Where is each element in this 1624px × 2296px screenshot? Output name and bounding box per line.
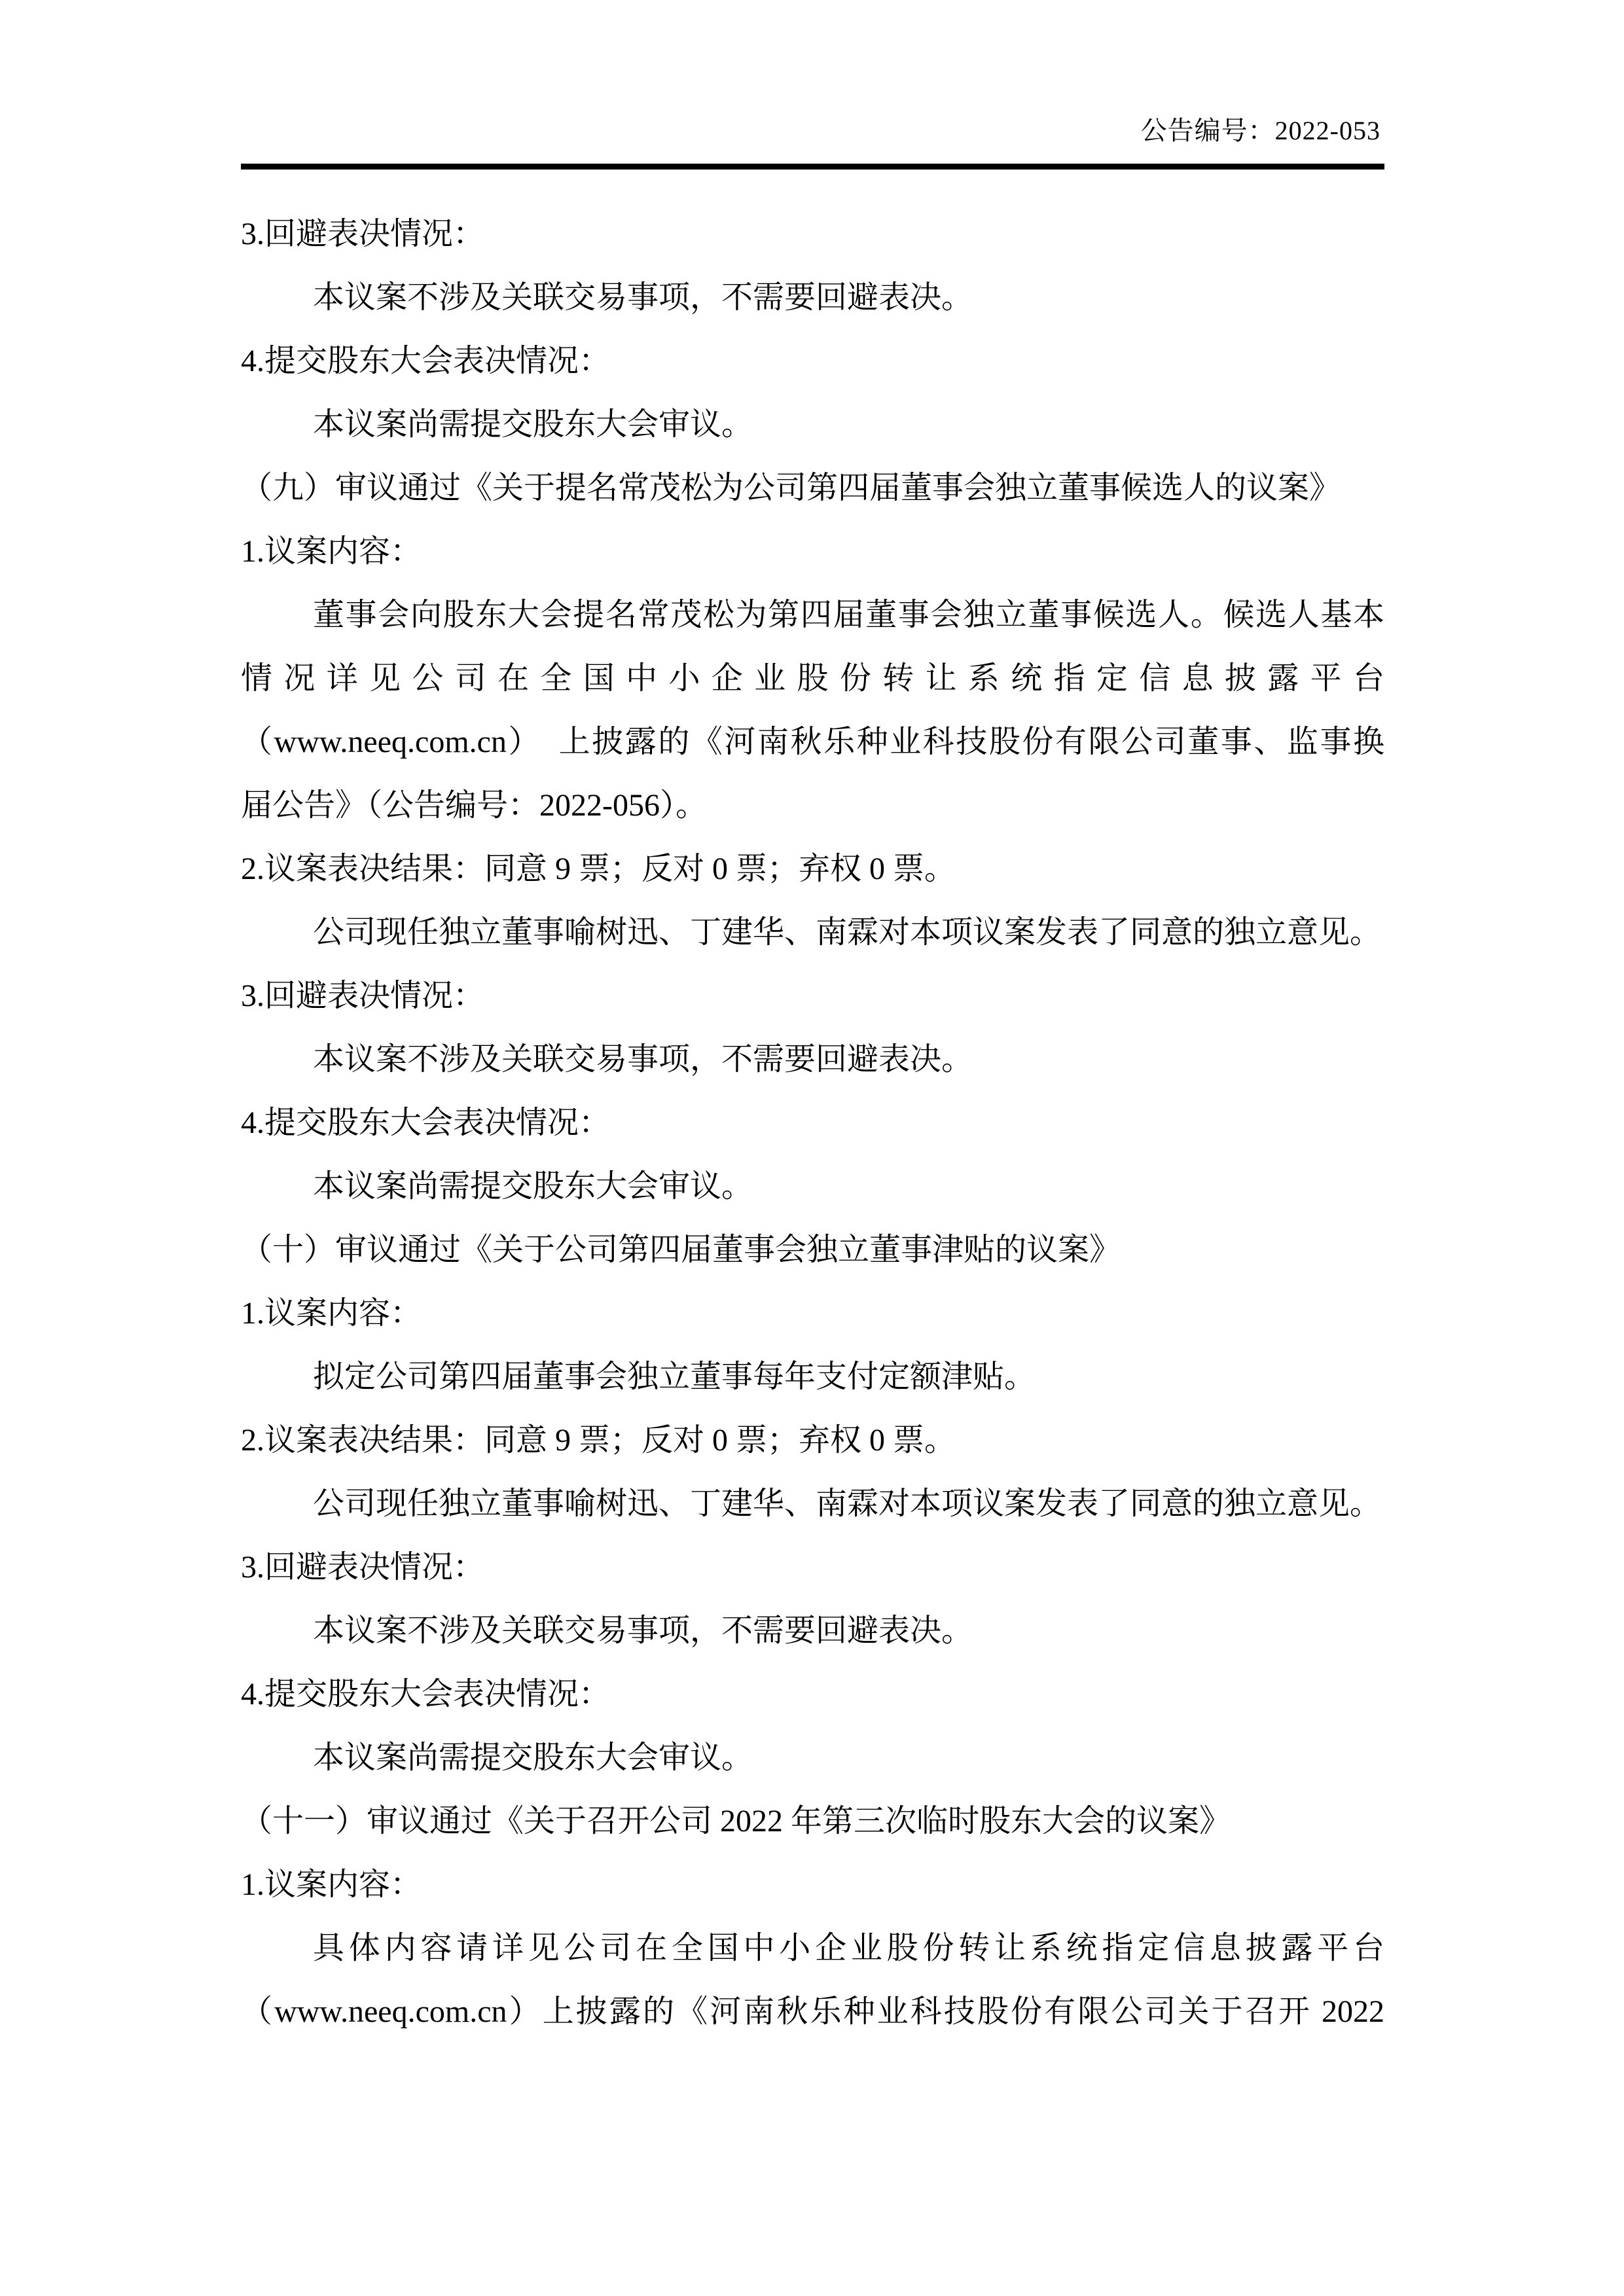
- text-line: 公司现任独立董事喻树迅、丁建华、南霖对本项议案发表了同意的独立意见。: [313, 915, 1382, 950]
- text-line: 具体内容请详见公司在全国中小企业股份转让系统指定信息披露平台: [313, 1931, 1384, 1965]
- text-line: 情况详见公司在全国中小企业股份转让系统指定信息披露平台: [241, 661, 1384, 696]
- text-line: 3.回避表决情况：: [241, 978, 485, 1013]
- text-line: 1.议案内容：: [241, 1867, 422, 1902]
- text-line: 拟定公司第四届董事会独立董事每年支付定额津贴。: [313, 1359, 1036, 1394]
- text-line: 4.提交股东大会表决情况：: [241, 344, 611, 378]
- text-line: 2.议案表决结果：同意 9 票；反对 0 票；弃权 0 票。: [241, 852, 956, 886]
- text-line: （www.neeq.com.cn）上披露的《河南秋乐种业科技股份有限公司关于召开 2022: [241, 1994, 1384, 2029]
- text-line: 公司现任独立董事喻树迅、丁建华、南霖对本项议案发表了同意的独立意见。: [313, 1486, 1382, 1521]
- text-line: 本议案不涉及关联交易事项，不需要回避表决。: [313, 1613, 973, 1648]
- text-line: 本议案尚需提交股东大会审议。: [313, 407, 753, 442]
- text-line: 2.议案表决结果：同意 9 票；反对 0 票；弃权 0 票。: [241, 1423, 956, 1458]
- document-body: [241, 202, 1384, 2043]
- text-line: 4.提交股东大会表决情况：: [241, 1677, 611, 1712]
- text-line: （十）审议通过《关于公司第四届董事会独立董事津贴的议案》: [241, 1232, 1121, 1267]
- text-line: 届公告》（公告编号：2022-056）。: [241, 788, 707, 823]
- text-line: （www.neeq.com.cn） 上披露的《河南秋乐种业科技股份有限公司董事、监事换: [241, 725, 1384, 759]
- text-line: 1.议案内容：: [241, 534, 422, 569]
- text-line: （十一）审议通过《关于召开公司 2022 年第三次临时股东大会的议案》: [241, 1804, 1231, 1839]
- text-line: （九）审议通过《关于提名常茂松为公司第四届董事会独立董事候选人的议案》: [241, 471, 1341, 505]
- header-divider-line: [241, 164, 1384, 170]
- text-line: 本议案不涉及关联交易事项，不需要回避表决。: [313, 1042, 973, 1077]
- text-line: 3.回避表决情况：: [241, 217, 485, 251]
- text-line: 1.议案内容：: [241, 1296, 422, 1331]
- text-line: 董事会向股东大会提名常茂松为第四届董事会独立董事候选人。候选人基本: [313, 598, 1384, 632]
- announcement-number: 公告编号：2022-053: [1140, 116, 1380, 145]
- text-line: 本议案尚需提交股东大会审议。: [313, 1169, 753, 1204]
- text-line: 本议案尚需提交股东大会审议。: [313, 1740, 753, 1775]
- text-line: 本议案不涉及关联交易事项，不需要回避表决。: [313, 280, 973, 315]
- text-line: 4.提交股东大会表决情况：: [241, 1105, 611, 1140]
- text-line: 3.回避表决情况：: [241, 1550, 485, 1585]
